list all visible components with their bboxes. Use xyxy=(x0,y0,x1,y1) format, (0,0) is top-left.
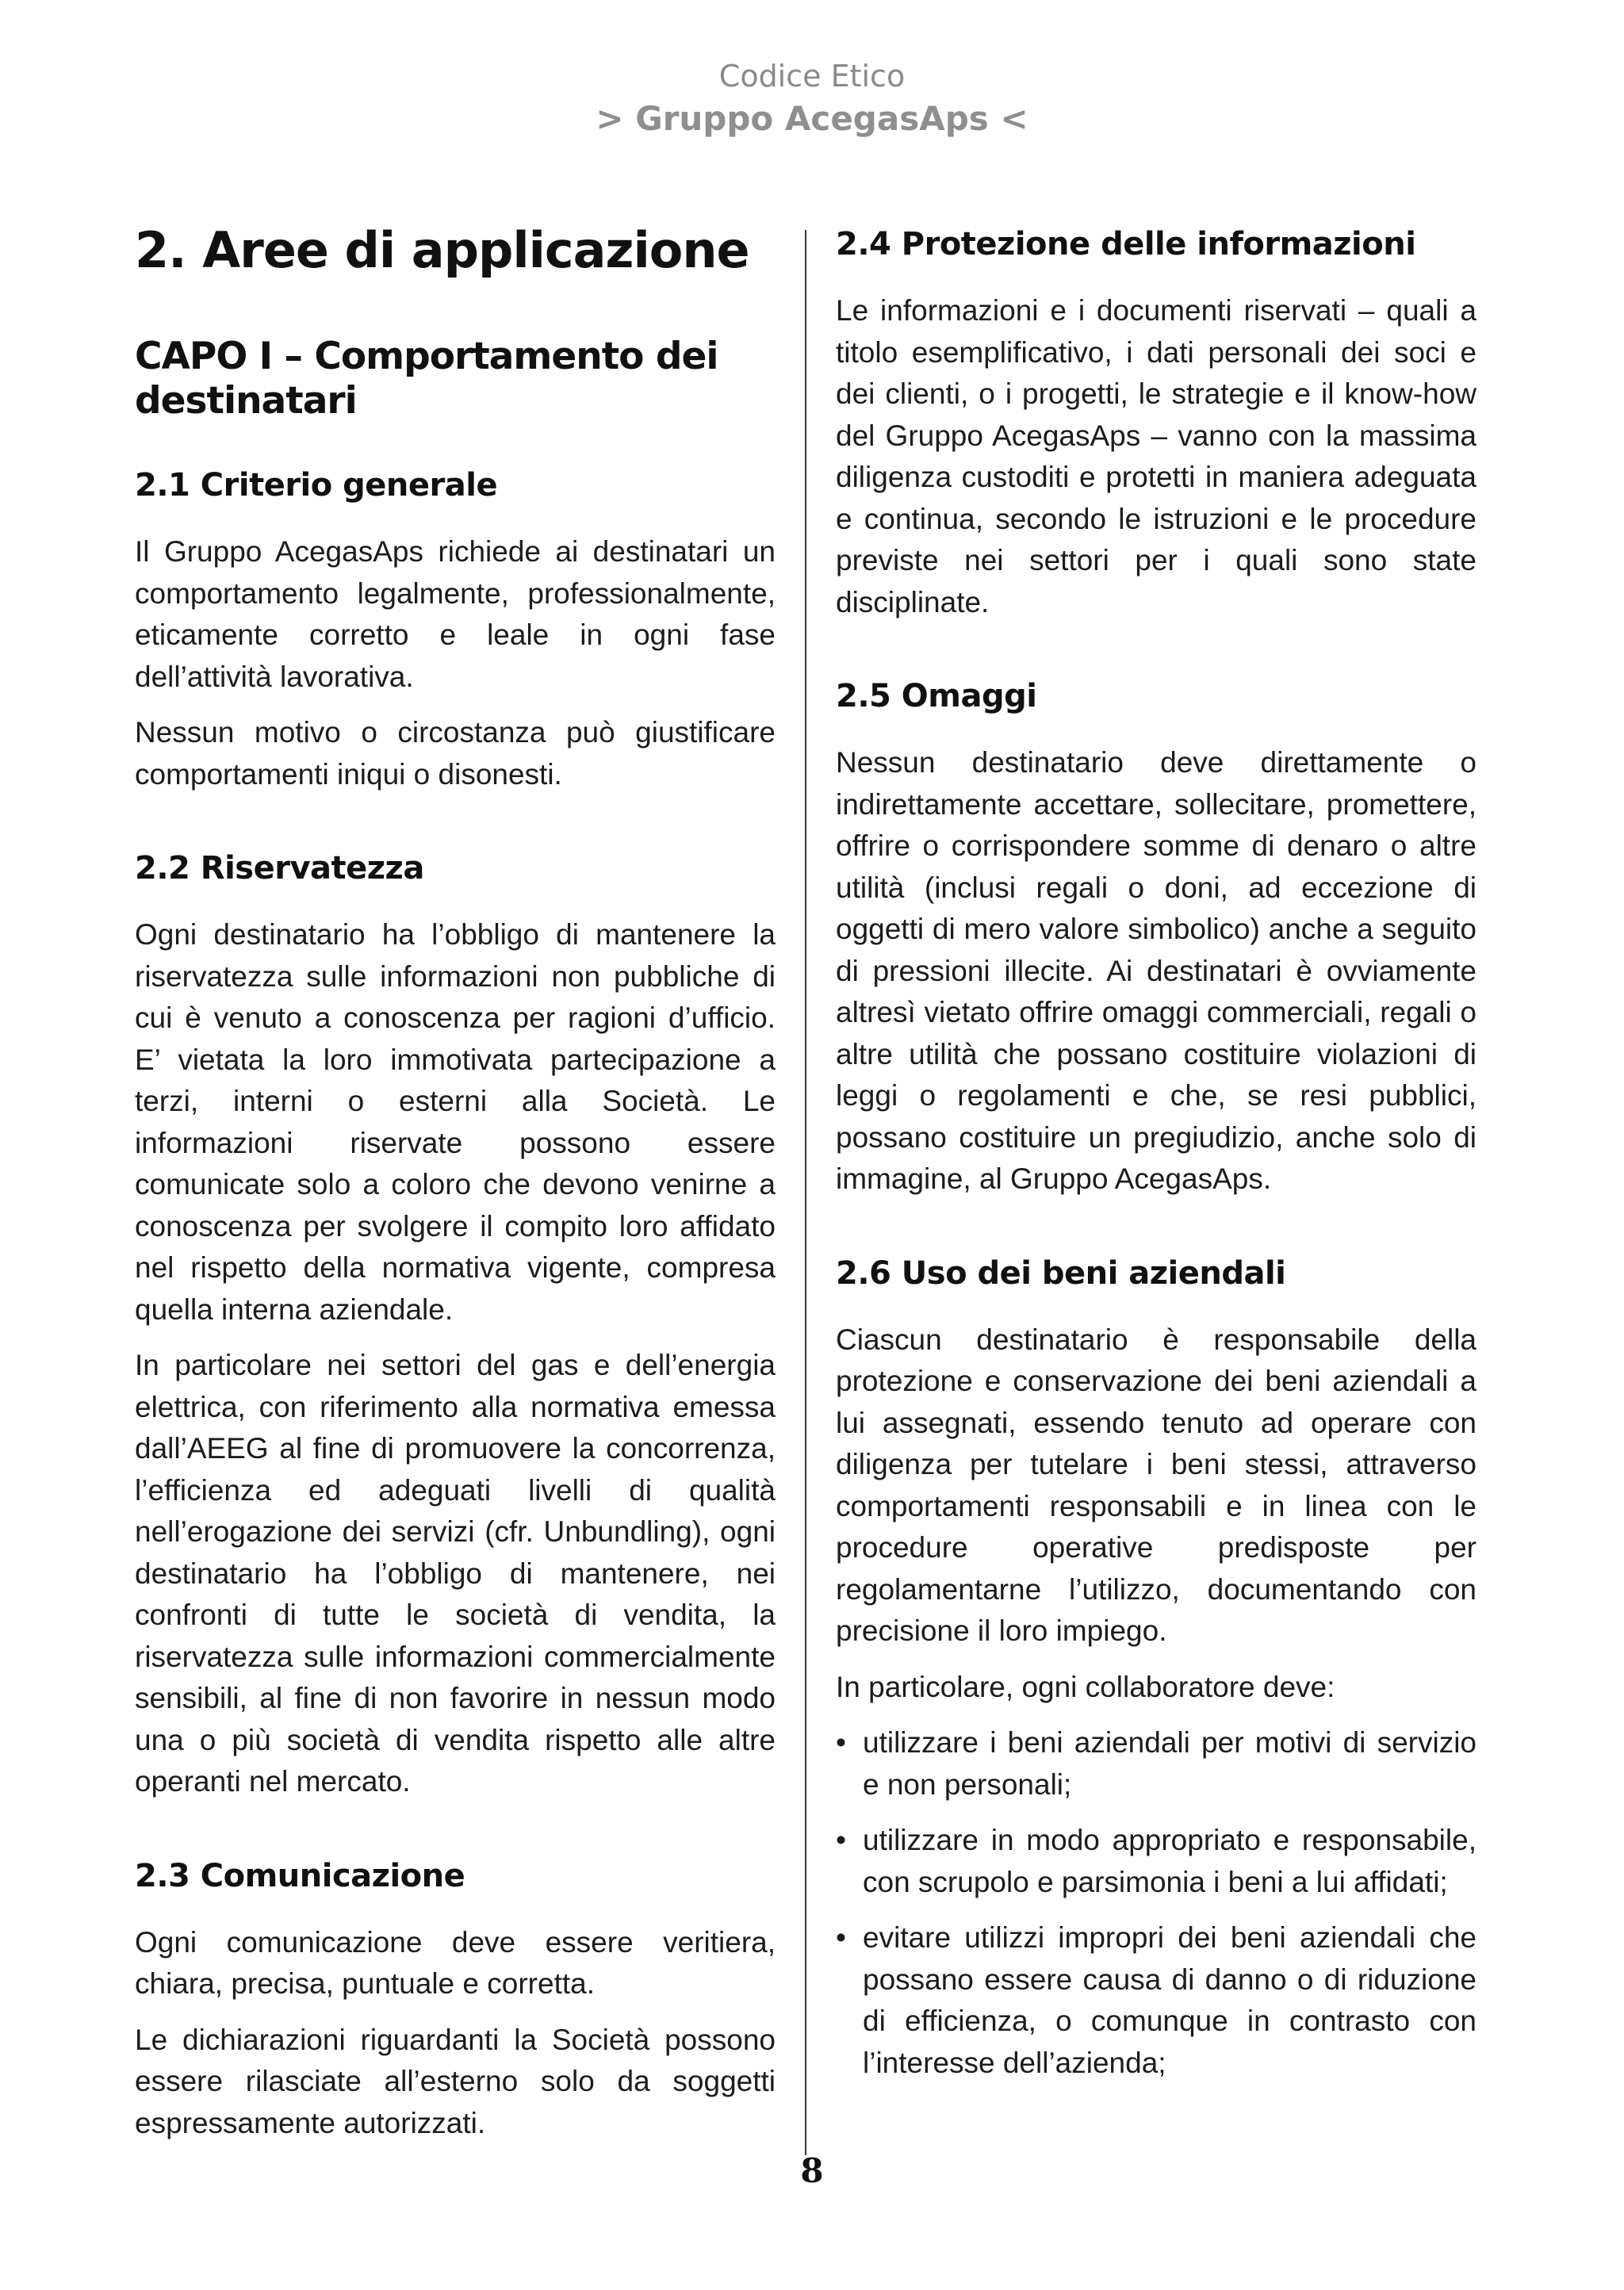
paragraph: Le dichiarazioni riguardanti la Società possono essere rilasciate all’esterno solo da soggetti espressamente autorizzati. xyxy=(135,2023,776,2139)
chapter-title: 2. Aree di applicazione xyxy=(135,221,749,279)
section-2-2 xyxy=(135,848,776,1803)
section-title: 2.2 Riservatezza xyxy=(135,850,424,887)
section-title: 2.6 Uso dei beni aziendali xyxy=(836,1254,1286,1292)
section-title: 2.5 Omaggi xyxy=(836,678,1037,714)
paragraph: In particolare, ogni collaboratore deve: xyxy=(836,1670,1335,1703)
bullet-list xyxy=(836,1722,1477,2084)
list-item xyxy=(836,1820,1477,1903)
section-2-4 xyxy=(836,224,1477,623)
section-title: 2.4 Protezione delle informazioni xyxy=(836,226,1416,262)
paragraph: Ogni comunicazione deve essere veritiera, chiara, precisa, puntuale e corretta. xyxy=(135,1925,776,2000)
list-item xyxy=(836,1722,1477,1806)
bullet-icon: • xyxy=(836,1921,846,1954)
header-company-name: > Gruppo AcegasAps < xyxy=(596,99,1028,138)
right-column xyxy=(836,224,1477,2098)
section-title: 2.3 Comunicazione xyxy=(135,1857,465,1894)
section-2-3 xyxy=(135,1855,776,2145)
paragraph: Nessun destinatario deve direttamente o indirettamente accettare, sollecitare, promettere, offrire o corrispondere somme di denaro o altre utilità (inclusi regali o doni, ad eccezione di oggetti di mero valore simbolico) anche a seguito di pressioni illecite. Ai destinatari è ovviamente altresì vietato offrire omaggi commerciali, regali o altre utilità che possano costituire violazioni di leggi o regolamenti e che, se resi pubblici, possano costituire un pregiudizio, anche solo di immagine, al Gruppo AcegasAps. xyxy=(836,746,1477,1195)
section-2-5 xyxy=(836,676,1477,1201)
paragraph: Nessun motivo o circostanza può giustificare comportamenti iniqui o disonesti. xyxy=(135,716,776,791)
paragraph: Ciascun destinatario è responsabile della protezione e conservazione dei beni aziendali a lui assegnati, essendo tenuto ad operare con diligenza per tutelare i beni stessi, attraverso comportamenti responsabili e in linea con le procedure operative predisposte per regolamentarne l’utilizzo, documentando con precisione il loro impiego. xyxy=(836,1323,1477,1647)
column-divider xyxy=(805,230,806,2155)
list-item xyxy=(836,1917,1477,2084)
list-item-text: utilizzare in modo appropriato e responsabile, con scrupolo e parsimonia i beni a lui affidati; xyxy=(863,1824,1477,1898)
header-document-title: Codice Etico xyxy=(718,59,906,94)
list-item-text: evitare utilizzi impropri dei beni aziendali che possano essere causa di danno o di riduzione di efficienza, o comunque in contrasto con l’interesse dell’azienda; xyxy=(863,1921,1477,2079)
capo-title: CAPO I – Comportamento dei destinatari xyxy=(135,335,718,423)
paragraph: Ogni destinatario ha l’obbligo di mantenere la riservatezza sulle informazioni non pubbliche di cui è venuto a conoscenza per ragioni d’ufficio. E’ vietata la loro immotivata partecipazione a terzi, interni o esterni alla Società. Le informazioni riservate possono essere comunicate solo a coloro che devono venirne a conoscenza per svolgere il compito loro affidato nel rispetto della normativa vigente, compresa quella interna aziendale. xyxy=(135,918,776,1326)
paragraph: In particolare nei settori del gas e dell’energia elettrica, con riferimento alla normativa emessa dall’AEEG al fine di promuovere la concorrenza, l’efficienza ed adeguati livelli di qualità nell’erogazione dei servizi (cfr. Unbundling), ogni destinatario ha l’obbligo di mantenere, nei confronti di tutte le società di vendita, la riservatezza sulle informazioni commercialmente sensibili, al fine di non favorire in nessun modo una o più società di vendita rispetto alle altre operanti nel mercato. xyxy=(135,1349,776,1798)
left-column xyxy=(135,222,776,2158)
paragraph: Il Gruppo AcegasAps richiede ai destinatari un comportamento legalmente, professionalmente, eticamente corretto e leale in ogni fase dell’attività lavorativa. xyxy=(135,535,776,693)
bullet-icon: • xyxy=(836,1726,846,1759)
list-item-text: utilizzare i beni aziendali per motivi di servizio e non personali; xyxy=(863,1726,1477,1801)
section-title: 2.1 Criterio generale xyxy=(135,467,498,504)
page-number: 8 xyxy=(800,2151,824,2190)
paragraph: Le informazioni e i documenti riservati – quali a titolo esemplificativo, i dati personali dei soci e dei clienti, o i progetti, le strategie e il know-how del Gruppo AcegasAps – vanno con la massima diligenza custoditi e protetti in maniera adeguata e continua, secondo le istruzioni e le procedure previste nei settori per i quali sono state disciplinate. xyxy=(836,294,1477,618)
running-header xyxy=(0,57,1624,140)
section-2-6 xyxy=(836,1253,1477,2085)
bullet-icon: • xyxy=(836,1824,846,1856)
section-2-1 xyxy=(135,465,776,795)
